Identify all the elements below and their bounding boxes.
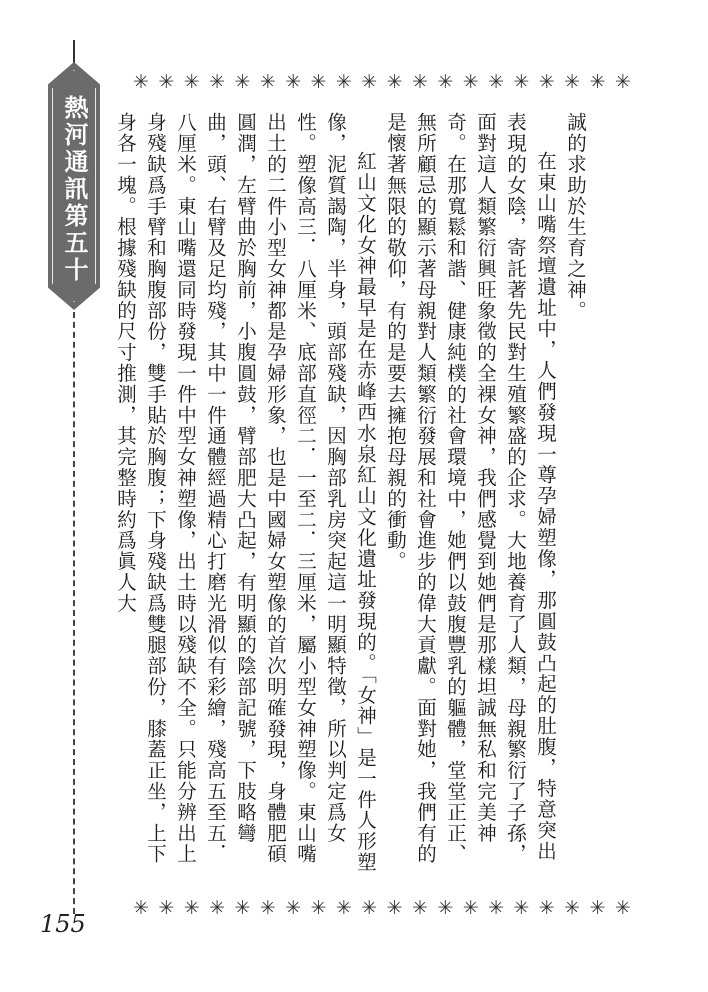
paragraph: 誠的求助於生育之神。 <box>564 112 587 321</box>
asterisk-ornament-icon: ✳ <box>183 897 200 919</box>
asterisk-ornament-icon: ✳ <box>335 71 352 93</box>
journal-title: 熱河通訊第五十九期 <box>16 94 89 284</box>
asterisk-ornament-icon: ✳ <box>183 71 200 93</box>
asterisk-ornament-icon: ✳ <box>589 71 606 93</box>
asterisk-ornament-icon: ✳ <box>564 71 581 93</box>
asterisk-ornament-icon: ✳ <box>488 897 504 919</box>
asterisk-ornament-icon: ✳ <box>259 71 276 93</box>
asterisk-ornament-icon: ✳ <box>564 897 581 919</box>
asterisk-ornament-icon: ✳ <box>538 71 555 93</box>
asterisk-ornament-icon: ✳ <box>310 71 327 93</box>
asterisk-ornament-icon: ✳ <box>462 897 479 919</box>
asterisk-ornament-icon: ✳ <box>411 71 428 93</box>
ornament-row-bottom <box>130 896 634 920</box>
paragraph: 紅山文化女神最早是在赤峰西水泉紅山文化遺址發現的。「女神」是一件人形塑像，泥質謁陶，半身，頭部殘缺，因胸部乳房突起這一明顯特徵，所以判定爲女性。塑像高三．八厘米、底部直徑二．一至二．三厘米，屬小型女神塑像。東山嘴出土的二件小型女神都是孕婦形象，也是中國婦女塑像的首次明確發現，身體肥碩圓潤，左臂曲於胸前，小腹圓鼓，臂部肥大凸起，有明顯的陰部記號，下肢略彎曲，頭、右臂及足均殘，其中一件通體經過精心打磨光滑似有彩繪，殘高五至五．八厘米。東山嘴還同時發現一件中型女神塑像，出土時以殘缺不全。只能分辨出上身殘缺爲手臂和胸腹部份，雙手貼於胸腹；下身殘缺爲雙腿部份，膝蓋正坐，上下身各一塊。根據殘缺的尺寸推測，其完整時約爲眞人大 <box>114 112 377 873</box>
page-number: 155 <box>40 910 86 938</box>
spine-line-top <box>73 40 75 64</box>
paragraph: 在東山嘴祭壇遺址中，人們發現一尊孕婦塑像，那圓鼓凸起的肚腹，特意突出表現的女陰，寄託著先民對生殖繁盛的企求。大地養育了人類，母親繁衍了子孫，面對這人類繁衍興旺象徵的全裸女神，我們感覺到她們是那樣坦誠無私和完美神奇。在那寬鬆和諧、健康純樸的社會環境中，她們以鼓腹豐乳的軀體，堂堂正正、無所顧忌的顯示著母親對人類繁衍發展和社會進步的偉大貢獻。面對她，我們有的是懷著無限的敬仰，有的是要去擁抱母親的衝動。 <box>384 112 557 865</box>
asterisk-ornament-icon: ✳ <box>386 71 403 93</box>
asterisk-ornament-icon: ✳ <box>538 897 555 919</box>
asterisk-ornament-icon: ✳ <box>259 897 276 919</box>
asterisk-ornament-icon: ✳ <box>234 71 251 93</box>
asterisk-ornament-icon: ✳ <box>488 71 504 93</box>
asterisk-ornament-icon: ✳ <box>437 897 454 919</box>
asterisk-ornament-icon: ✳ <box>411 897 428 919</box>
asterisk-ornament-icon: ✳ <box>158 897 175 919</box>
asterisk-ornament-icon: ✳ <box>209 897 226 919</box>
asterisk-ornament-icon: ✳ <box>513 897 530 919</box>
asterisk-ornament-icon: ✳ <box>614 897 631 919</box>
asterisk-ornament-icon: ✳ <box>437 71 454 93</box>
asterisk-ornament-icon: ✳ <box>513 71 530 93</box>
asterisk-ornament-icon: ✳ <box>361 897 378 919</box>
asterisk-ornament-icon: ✳ <box>589 897 606 919</box>
asterisk-ornament-icon: ✳ <box>386 897 403 919</box>
asterisk-ornament-icon: ✳ <box>614 71 631 93</box>
asterisk-ornament-icon: ✳ <box>133 71 149 93</box>
asterisk-ornament-icon: ✳ <box>158 71 175 93</box>
asterisk-ornament-icon: ✳ <box>209 71 226 93</box>
asterisk-ornament-icon: ✳ <box>285 71 302 93</box>
asterisk-ornament-icon: ✳ <box>335 897 352 919</box>
asterisk-ornament-icon: ✳ <box>285 897 302 919</box>
spine-dashed-line <box>73 312 75 914</box>
asterisk-ornament-icon: ✳ <box>361 71 378 93</box>
ornament-row-top <box>130 70 634 94</box>
asterisk-ornament-icon: ✳ <box>234 897 251 919</box>
asterisk-ornament-icon: ✳ <box>462 71 479 93</box>
body-text <box>114 112 590 882</box>
asterisk-ornament-icon: ✳ <box>133 897 149 919</box>
asterisk-ornament-icon: ✳ <box>310 897 327 919</box>
